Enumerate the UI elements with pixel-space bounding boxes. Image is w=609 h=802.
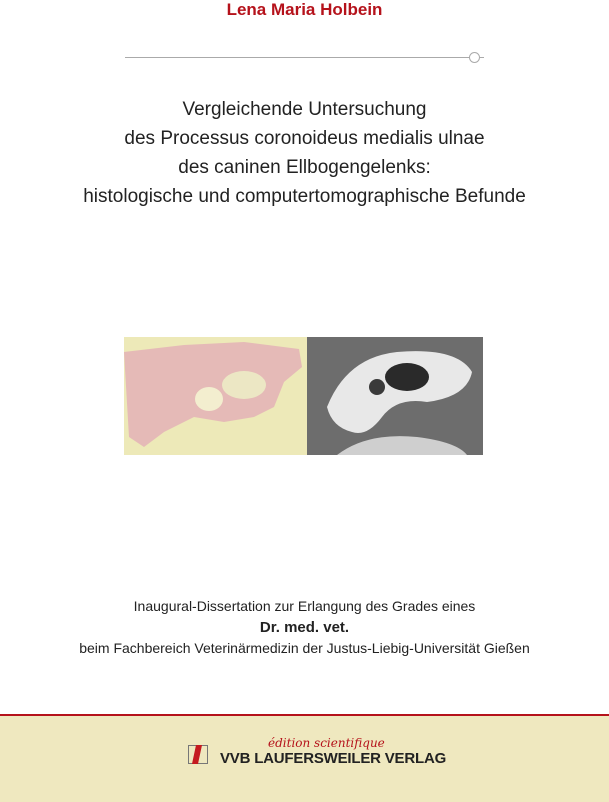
histology-image: [124, 337, 307, 455]
histology-drawing: [124, 337, 307, 455]
author-name: Lena Maria Holbein: [226, 0, 383, 19]
title-line: histologische und computertomographische Befunde: [83, 186, 526, 207]
divider-tail: [479, 57, 484, 58]
ct-scan-image: [307, 337, 483, 455]
faculty-line: beim Fachbereich Veterinärmedizin der Justus-Liebig-Universität Gießen: [79, 640, 530, 656]
dissertation-info: [0, 596, 609, 659]
publisher-footer: [0, 714, 609, 802]
title-line: des caninen Ellbogengelenks:: [178, 157, 431, 178]
publisher-tagline: édition scientifique: [268, 736, 385, 750]
publisher-name: VVB LAUFERSWEILER VERLAG: [220, 750, 447, 767]
degree: Dr. med. vet.: [259, 619, 350, 636]
divider-line: [125, 57, 473, 58]
dissertation-line: Inaugural-Dissertation zur Erlangung des Grades eines: [133, 598, 476, 614]
publisher-logo-icon: [188, 745, 208, 764]
title-line: Vergleichende Untersuchung: [182, 99, 427, 120]
ct-drawing: [307, 337, 483, 455]
book-title: [0, 95, 609, 211]
title-line: des Processus coronoideus medialis ulnae: [124, 128, 485, 149]
cover-images: [124, 337, 483, 455]
